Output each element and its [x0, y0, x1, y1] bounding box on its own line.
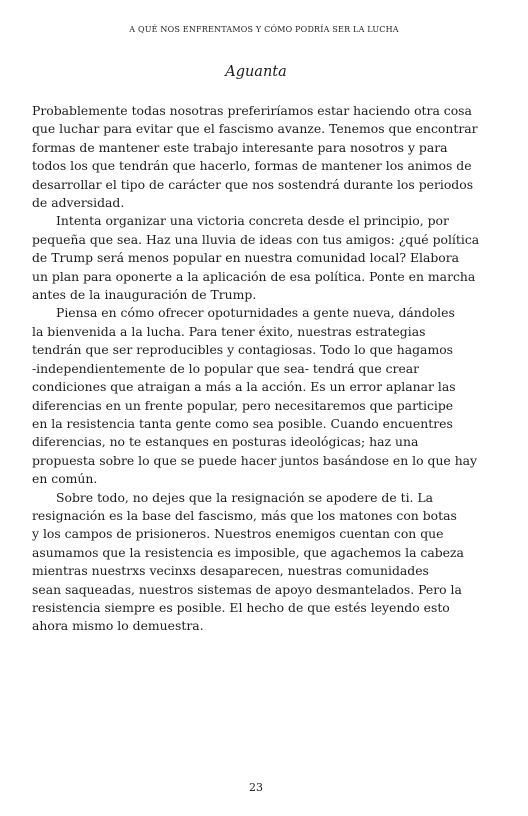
text-line: Sobre todo, no dejes que la resignación se apodere de ti. La: [56, 489, 434, 505]
text-line: la bienvenida a la lucha. Para tener éxito, nuestras estrategias: [32, 323, 426, 339]
text-line: todos los que tendrán que hacerlo, formas de mantener los animos de: [32, 158, 472, 174]
text-line: que luchar para evitar que el fascismo avanze. Tenemos que encontrar: [32, 121, 478, 137]
text-line: tendrán que ser reproducibles y contagiosas. Todo lo que hagamos: [32, 342, 454, 358]
text-line: Intenta organizar una victoria concreta desde el principio, por: [56, 213, 449, 229]
text-line: desarrollar el tipo de carácter que nos sostendrá durante los periodos: [32, 176, 474, 192]
text-line: diferencias, no te estanques en posturas ideológicas; haz una: [32, 434, 419, 450]
text-line: resistencia siempre es posible. El hecho de que estés leyendo esto: [32, 599, 450, 615]
text-line: Piensa en cómo ofrecer opoturnidades a gente nueva, dándoles: [56, 305, 455, 321]
page-number: 23: [249, 781, 263, 794]
text-line: en común.: [32, 471, 98, 487]
text-line: de Trump será menos popular en nuestra comunidad local? Elabora: [32, 250, 460, 266]
text-line: formas de mantener este trabajo interesante para nosotros y para: [32, 139, 448, 155]
text-line: antes de la inauguración de Trump.: [32, 287, 257, 303]
text-line: en la resistencia tanta gente como sea posible. Cuando encuentres: [32, 415, 453, 431]
text-line: diferencias en un frente popular, pero necesitaremos que participe: [32, 397, 454, 413]
text-line: mientras nuestrxs vecinxs desaparecen, nuestras comunidades: [32, 563, 429, 579]
text-line: condiciones que atraigan a más a la acción. Es un error aplanar las: [32, 379, 456, 395]
text-line: sean saqueadas, nuestros sistemas de apoyo desmantelados. Pero la: [32, 581, 462, 597]
text-line: pequeña que sea. Haz una lluvia de ideas con tus amigos: ¿qué política: [32, 231, 480, 247]
text-line: resignación es la base del fascismo, más que los matones con botas: [32, 507, 457, 523]
text-line: un plan para oponerte a la aplicación de esa política. Ponte en marcha: [32, 268, 476, 284]
body-text: [32, 102, 480, 636]
text-line: asumamos que la resistencia es imposible, que agachemos la cabeza: [32, 544, 464, 560]
running-head: A QUÉ NOS ENFRENTAMOS Y CÓMO PODRÍA SER LA LUCHA: [129, 25, 399, 34]
section-title: Aguanta: [225, 64, 287, 80]
text-line: y los campos de prisioneros. Nuestros enemigos cuentan con que: [32, 526, 444, 542]
text-line: -independientemente de lo popular que sea- tendrá que crear: [32, 360, 420, 376]
text-line: de adversidad.: [32, 195, 125, 211]
text-line: ahora mismo lo demuestra.: [32, 618, 204, 634]
text-line: Probablemente todas nosotras preferiríamos estar haciendo otra cosa: [32, 103, 472, 118]
text-line: propuesta sobre lo que se puede hacer juntos basándose en lo que hay: [32, 452, 478, 468]
